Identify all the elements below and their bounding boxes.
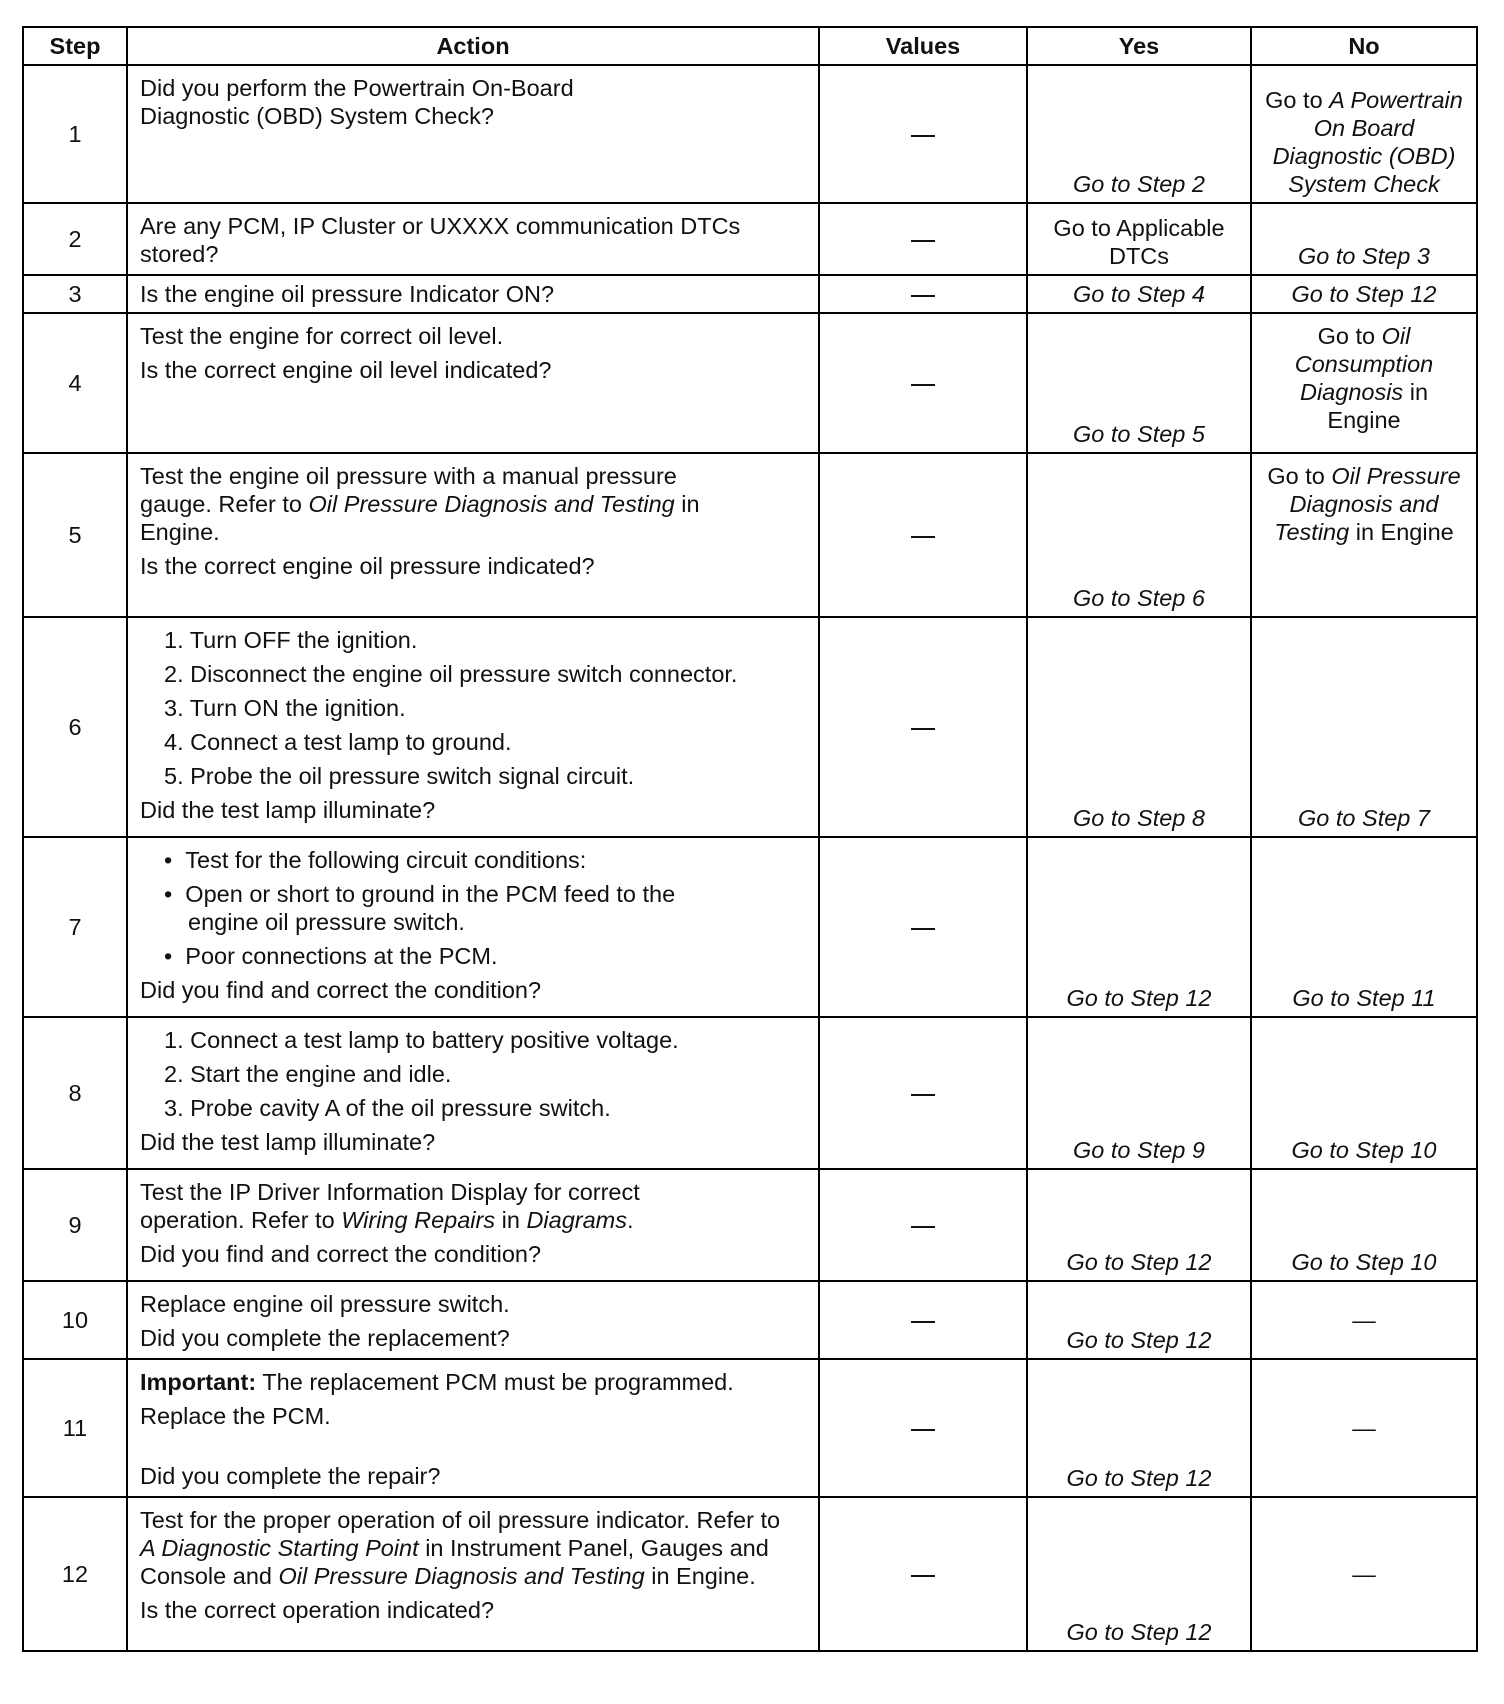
table-row (23, 1359, 1477, 1497)
header-values: Values (819, 27, 1027, 65)
step-number: 6 (23, 617, 127, 837)
no-prefix: Go to (1265, 87, 1330, 113)
action-text-part: in Instrument Panel, Gauges and Console and (140, 1535, 769, 1589)
no-value: — (1251, 1497, 1477, 1651)
action-text: Test the engine for correct oil level. (140, 323, 504, 349)
no-prefix: Go to (1317, 323, 1382, 349)
bullet-item: • Poor connections at the PCM. (164, 943, 498, 969)
bullet-item: • Open or short to ground in the PCM feed to the engine oil pressure switch. (164, 881, 676, 935)
values-cell (819, 275, 1027, 313)
list-item: 4. Connect a test lamp to ground. (164, 729, 512, 755)
no-prefix: Go to (1267, 463, 1332, 489)
bullet-text: Poor connections at the PCM. (185, 943, 498, 969)
dash-mark (911, 295, 935, 297)
header-yes: Yes (1027, 27, 1251, 65)
table-row (23, 1281, 1477, 1359)
yes-link[interactable]: Go to Step 2 (1027, 65, 1251, 203)
action-question: Is the engine oil pressure Indicator ON? (140, 281, 555, 307)
no-link[interactable] (1251, 65, 1477, 203)
action-question: Did the test lamp illuminate? (140, 797, 436, 823)
yes-link[interactable]: Go to Step 12 (1027, 1169, 1251, 1281)
list-item: 5. Probe the oil pressure switch signal circuit. (164, 763, 635, 789)
table-row (23, 275, 1477, 313)
step-number: 10 (23, 1281, 127, 1359)
no-reference-link[interactable]: A Powertrain On Board Diagnostic (OBD) System Check (1272, 87, 1463, 197)
action-text-part: Test the IP Driver Information Display for correct operation. Refer to (140, 1179, 640, 1233)
yes-link[interactable]: Go to Step 12 (1027, 1359, 1251, 1497)
values-cell (819, 65, 1027, 203)
step-number: 4 (23, 313, 127, 453)
important-text: The replacement PCM must be programmed. (256, 1369, 734, 1395)
table-row (23, 453, 1477, 617)
list-item: 1. Connect a test lamp to battery positive voltage. (164, 1027, 679, 1053)
action-question: Did the test lamp illuminate? (140, 1129, 436, 1155)
yes-link[interactable]: Go to Step 6 (1027, 453, 1251, 617)
bullet-item: • Test for the following circuit conditions: (164, 847, 587, 873)
step-number: 12 (23, 1497, 127, 1651)
action-question: Is the correct engine oil level indicated? (140, 357, 552, 383)
table-header-row (23, 27, 1477, 65)
yes-link[interactable]: Go to Step 5 (1027, 313, 1251, 453)
action-text: Replace engine oil pressure switch. (140, 1291, 510, 1317)
action-cell (127, 1017, 819, 1169)
bullet-text: Test for the following circuit conditions: (185, 847, 587, 873)
step-number: 9 (23, 1169, 127, 1281)
action-question: Did you find and correct the condition? (140, 977, 542, 1003)
dash-mark (911, 928, 935, 930)
yes-link[interactable]: Go to Step 4 (1027, 275, 1251, 313)
action-cell (127, 837, 819, 1017)
values-cell (819, 1281, 1027, 1359)
no-link[interactable]: Go to Step 12 (1251, 275, 1477, 313)
values-cell (819, 313, 1027, 453)
action-cell (127, 1497, 819, 1651)
dash-mark (911, 135, 935, 137)
yes-link[interactable]: Go to Step 12 (1027, 1497, 1251, 1651)
reference-link[interactable]: Diagrams (526, 1207, 627, 1233)
dash-mark (911, 536, 935, 538)
no-suffix: in Engine (1327, 379, 1429, 433)
no-reference-link[interactable]: Oil Pressure Diagnosis and Testing (1274, 463, 1461, 545)
no-link[interactable]: Go to Step 7 (1251, 617, 1477, 837)
no-link[interactable]: Go to Step 10 (1251, 1017, 1477, 1169)
dash-mark (911, 728, 935, 730)
dash-mark (911, 1429, 935, 1431)
action-text-part: in Engine. (644, 1563, 756, 1589)
values-cell (819, 1359, 1027, 1497)
yes-link[interactable]: Go to Step 8 (1027, 617, 1251, 837)
action-text: Replace the PCM. (140, 1403, 331, 1429)
action-text-part: Test the engine oil pressure with a manual pressure gauge. Refer to (140, 463, 677, 517)
action-question: Did you complete the repair? (140, 1463, 441, 1489)
yes-link[interactable]: Go to Step 12 (1027, 837, 1251, 1017)
action-text (140, 1178, 700, 1234)
action-text-part: in (495, 1207, 527, 1233)
dash-mark (911, 1226, 935, 1228)
action-question: Is the correct engine oil pressure indicated? (140, 553, 595, 579)
dash-mark (911, 384, 935, 386)
step-number: 8 (23, 1017, 127, 1169)
no-link[interactable] (1251, 453, 1477, 617)
dash-mark (911, 1094, 935, 1096)
no-link[interactable] (1251, 313, 1477, 453)
reference-link[interactable]: Oil Pressure Diagnosis and Testing (278, 1563, 645, 1589)
table-row (23, 617, 1477, 837)
no-value: — (1251, 1281, 1477, 1359)
dash-mark (911, 240, 935, 242)
table-row (23, 1497, 1477, 1651)
table-row (23, 1017, 1477, 1169)
action-text (140, 462, 740, 546)
values-cell (819, 1017, 1027, 1169)
action-cell (127, 1169, 819, 1281)
step-number: 2 (23, 203, 127, 275)
values-cell (819, 203, 1027, 275)
action-text-part: Test for the proper operation of oil pressure indicator. Refer to (140, 1507, 781, 1533)
action-cell (127, 65, 819, 203)
no-reference-link[interactable]: Oil Consumption Diagnosis (1294, 323, 1434, 405)
list-item: 2. Disconnect the engine oil pressure switch connector. (164, 661, 738, 687)
yes-link[interactable]: Go to Step 12 (1027, 1281, 1251, 1359)
yes-link[interactable]: Go to Step 9 (1027, 1017, 1251, 1169)
reference-link[interactable]: Oil Pressure Diagnosis and Testing (308, 491, 675, 517)
list-item: 3. Turn ON the ignition. (164, 695, 406, 721)
diagnostic-table (22, 26, 1478, 1652)
no-link[interactable]: Go to Step 11 (1251, 837, 1477, 1017)
action-cell (127, 617, 819, 837)
action-question: Are any PCM, IP Cluster or UXXXX communication DTCs stored? (140, 213, 741, 267)
values-cell (819, 1169, 1027, 1281)
values-cell (819, 453, 1027, 617)
important-note (140, 1368, 808, 1396)
step-number: 5 (23, 453, 127, 617)
header-step: Step (23, 27, 127, 65)
header-action: Action (127, 27, 819, 65)
diagnostic-table-page (22, 26, 1478, 1652)
action-text-part: in Engine. (140, 491, 700, 545)
no-value: — (1251, 1359, 1477, 1497)
action-question: Is the correct operation indicated? (140, 1597, 495, 1623)
action-text-part: . (627, 1207, 634, 1233)
yes-link[interactable]: Go to Applicable DTCs (1027, 203, 1251, 275)
bullet-text: Open or short to ground in the PCM feed to the engine oil pressure switch. (185, 881, 676, 935)
action-cell (127, 203, 819, 275)
table-row (23, 65, 1477, 203)
table-row (23, 1169, 1477, 1281)
step-number: 1 (23, 65, 127, 203)
action-cell (127, 275, 819, 313)
dash-mark (911, 1321, 935, 1323)
no-suffix: in Engine (1349, 519, 1454, 545)
values-cell (819, 617, 1027, 837)
action-question: Did you perform the Powertrain On-Board Diagnostic (OBD) System Check? (140, 75, 574, 129)
list-item: 3. Probe cavity A of the oil pressure switch. (164, 1095, 611, 1121)
table-row (23, 203, 1477, 275)
action-question: Did you find and correct the condition? (140, 1241, 542, 1267)
no-link[interactable]: Go to Step 10 (1251, 1169, 1477, 1281)
action-cell (127, 1359, 819, 1497)
list-item: 1. Turn OFF the ignition. (164, 627, 418, 653)
dash-mark (911, 1575, 935, 1577)
values-cell (819, 1497, 1027, 1651)
no-link[interactable]: Go to Step 3 (1251, 203, 1477, 275)
values-cell (819, 837, 1027, 1017)
step-number: 3 (23, 275, 127, 313)
reference-link[interactable]: Wiring Repairs (341, 1207, 496, 1233)
spacer (140, 1436, 808, 1462)
table-row (23, 837, 1477, 1017)
step-number: 11 (23, 1359, 127, 1497)
reference-link[interactable]: A Diagnostic Starting Point (140, 1535, 419, 1561)
important-label: Important: (140, 1369, 257, 1395)
action-cell (127, 313, 819, 453)
action-question: Did you complete the replacement? (140, 1325, 510, 1351)
step-number: 7 (23, 837, 127, 1017)
header-no: No (1251, 27, 1477, 65)
table-row (23, 313, 1477, 453)
list-item: 2. Start the engine and idle. (164, 1061, 452, 1087)
action-cell (127, 453, 819, 617)
action-text (140, 1506, 800, 1590)
action-cell (127, 1281, 819, 1359)
